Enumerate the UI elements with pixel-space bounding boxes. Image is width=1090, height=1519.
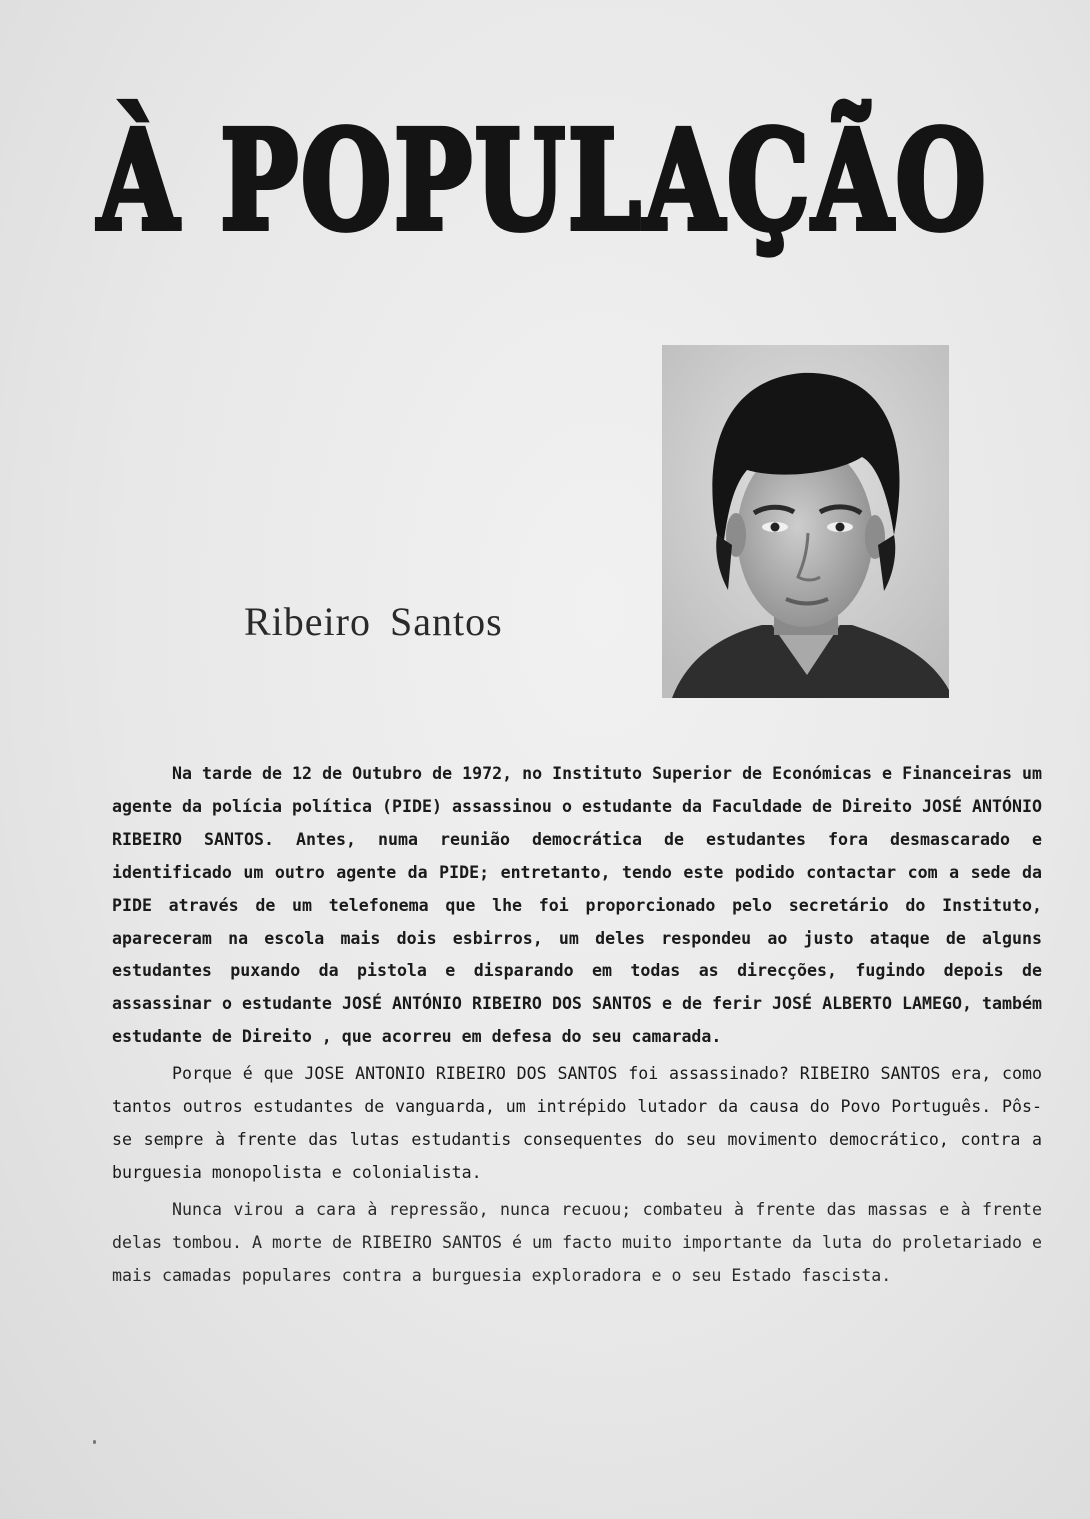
name-caption: Ribeiro Santos — [244, 599, 503, 644]
paragraph: Na tarde de 12 de Outubro de 1972, no Instituto Superior de Económicas e Financeiras um agente da polícia política (PIDE) assassinou o estudante da Faculdade de Direito JOSÉ ANTÓNIO RIBEIRO SANTOS. Antes, numa reunião democrática de estudantes fora desmascarado e identificado um outro agente da PIDE; entretanto, tendo este podido contactar com a sede da PIDE através de um telefonema que lhe foi proporcionado pelo secretário do Instituto, apareceram na escola mais dois esbirros, um deles respondeu ao justo ataque de alguns estudantes puxando da pistola e disparando em todas as direcções, fugindo depois de assassinar o estudante JOSÉ ANTÓNIO RIBEIRO DOS SANTOS e de ferir JOSÉ ALBERTO LAMEGO, também estudante de Direito , que acorreu em defesa do seu camarada. — [112, 764, 1042, 1047]
paper-speck — [93, 1440, 96, 1444]
paragraph: Nunca virou a cara à repressão, nunca recuou; combateu à frente das massas e à frente delas tombou. A morte de RIBEIRO SANTOS é um facto muito importante da luta do proletariado e mais camadas populares contra a burguesia exploradora e o seu Estado fascista. — [112, 1199, 1042, 1285]
paragraph: Porque é que JOSE ANTONIO RIBEIRO DOS SANTOS foi assassinado? RIBEIRO SANTOS era, como tantos outros estudantes de vanguarda, um intrépido lutador da causa do Povo Português. Pôs-se sempre à frente das lutas estudantis consequentes do seu movimento democrático, contra a burguesia monopolista e colonialista. — [112, 1064, 1042, 1182]
portrait-photo — [662, 345, 949, 698]
headline-title: À POPULAÇÃO — [98, 101, 989, 261]
portrait-illustration — [662, 345, 949, 698]
article-body — [112, 758, 1042, 1297]
